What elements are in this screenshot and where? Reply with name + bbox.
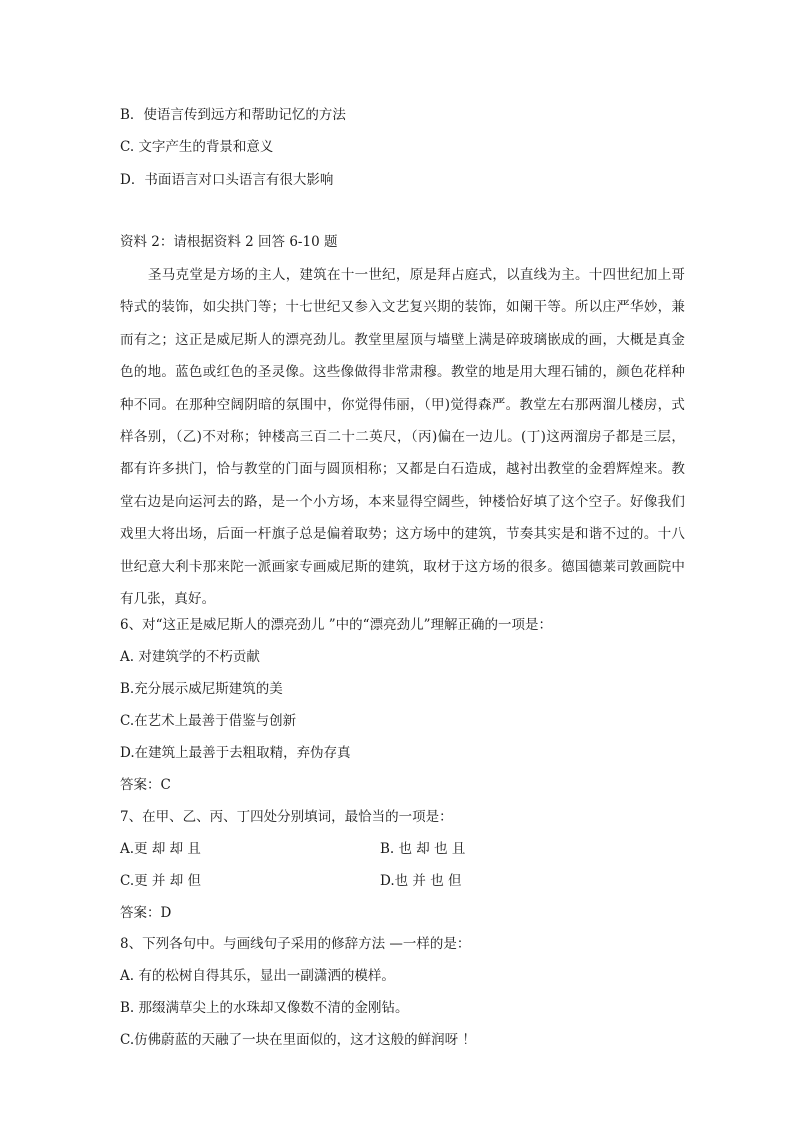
passage-paragraph: 圣马克堂是方场的主人，建筑在十一世纪，原是拜占庭式，以直线为主。十四世纪加上哥特式的装饰，如尖拱门等；十七世纪又参入文艺复兴期的装饰，如阑干等。所以庄严华妙，兼而有之；这正是威尼斯人的漂亮劲儿。教堂里屋顶与墙壁上满是碎玻璃嵌成的画，大概是真金色的地。蓝色或红色的圣灵像。这些像做得非常肃穆。教堂的地是用大理石铺的，颜色花样种种不同。在那种空阔阴暗的氛围中，你觉得伟丽，（甲)觉得森严。教堂左右那两溜儿楼房，式样各别，（乙)不对称；钟楼高三百二十二英尺，（丙)偏在一边儿。(丁)这两溜房子都是三层，都有许多拱门，恰与教堂的门面与圆顶相称；又都是白石造成，越衬出教堂的金碧辉煌来。教堂右边是向运河去的路，是一个小方场，本来显得空阔些，钟楼恰好填了这个空子。好像我们戏里大将出场，后面一杆旗子总是偏着取势；这方场中的建筑，节奏其实是和谐不过的。十八世纪意大利卡那来陀一派画家专画威尼斯的建筑，取材于这方场的很多。德国德莱司敦画院中有几张，真好。 [120, 267, 685, 608]
option-d: D．书面语言对口头语言有很大影响 [120, 172, 334, 188]
option-c: C. 文字产生的背景和意义 [120, 139, 274, 155]
question-7-stem: 7、在甲、乙、丙、丁四处分别填词，最恰当的一项是： [120, 809, 453, 825]
question-8-option-c: C.仿佛蔚蓝的天融了一块在里面似的，这才这般的鲜润呀 ！ [120, 1032, 476, 1048]
question-6-answer: 答案：C [120, 777, 171, 793]
question-6-option-c: C.在艺术上最善于借鉴与创新 [120, 713, 297, 729]
option-b: B．使语言传到远方和帮助记忆的方法 [120, 107, 346, 123]
question-6-option-b: B.充分展示威尼斯建筑的美 [120, 681, 283, 697]
question-8-option-b: B. 那缀满草尖上的水珠却又像数不清的金刚钻。 [120, 1000, 409, 1016]
question-6-option-a: A. 对建筑学的不朽贡献 [120, 649, 260, 665]
question-7-answer: 答案：D [120, 905, 172, 921]
question-7-option-a: A.更 却 却 且 [120, 841, 201, 857]
question-7-option-d: D.也 并 也 但 [380, 873, 462, 889]
question-6-option-d: D.在建筑上最善于去粗取精，弃伪存真 [120, 745, 351, 761]
question-7-option-b: B. 也 却 也 且 [380, 841, 466, 857]
question-7-option-c: C.更 并 却 但 [120, 873, 202, 889]
material-heading: 资料 2：请根据资料 2 回答 6-10 题 [120, 234, 338, 250]
question-6-stem: 6、对“这正是威尼斯人的漂亮劲儿 ”中的“漂亮劲儿”理解正确的一项是： [120, 617, 552, 633]
question-8-stem: 8、下列各句中。与画线句子采用的修辞方法 —一样的是： [120, 936, 471, 952]
question-8-option-a: A. 有的松树自得其乐，显出一副潇洒的模样。 [120, 968, 395, 984]
